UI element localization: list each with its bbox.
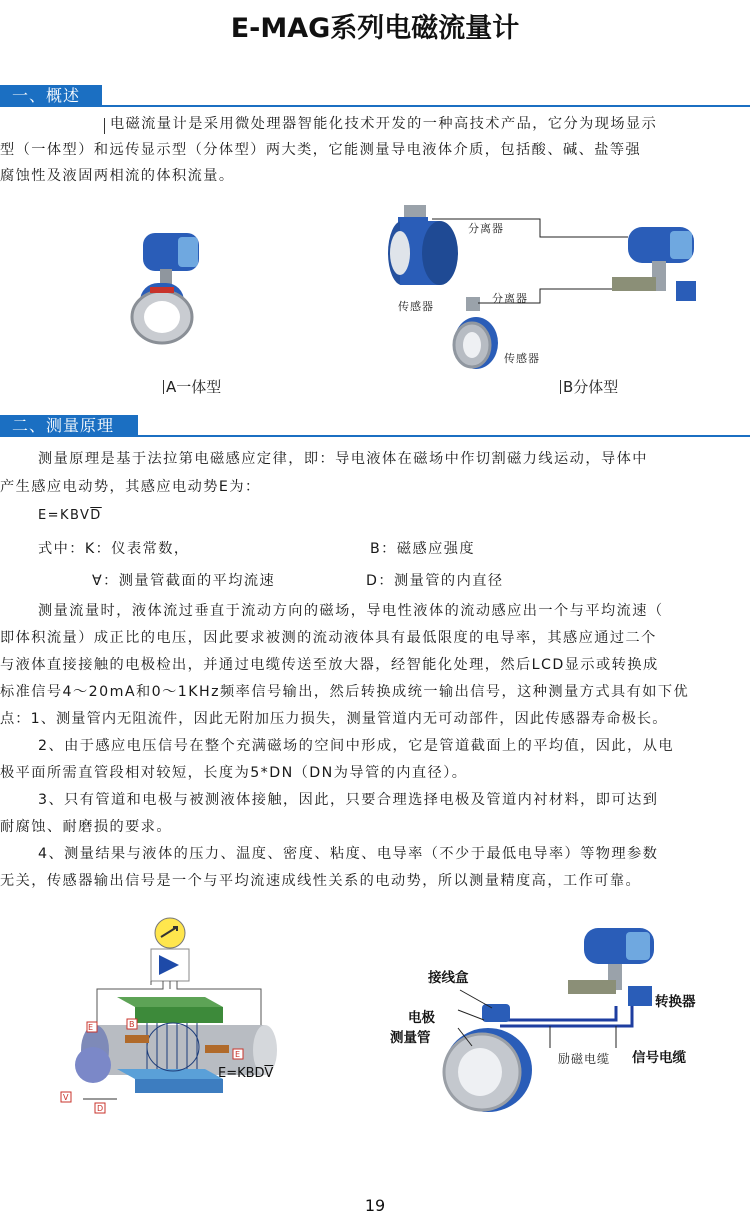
legend-b: B：磁感应强度 bbox=[370, 541, 476, 557]
principle-body-line-5: 点：1、测量管内无阻流件，因此无附加压力损失，测量管道内无可动部件，因此传感器寿命极长。 bbox=[0, 711, 668, 727]
overview-line-1: 电磁流量计是采用微处理器智能化技术开发的一种高技术产品，它分为现场显示 bbox=[110, 116, 658, 132]
section-divider bbox=[0, 105, 750, 107]
section-heading-overview: 一、概述 bbox=[0, 85, 102, 107]
label-sensor-left: 传感器 bbox=[398, 300, 434, 313]
label-electrode: 电极 bbox=[408, 1010, 435, 1026]
marker-e-right: E bbox=[235, 1050, 241, 1059]
principle-formula bbox=[38, 508, 102, 523]
integrated-flowmeter-image bbox=[132, 233, 199, 343]
section-heading-principle: 二、测量原理 bbox=[0, 415, 138, 437]
marker-b: B bbox=[129, 1020, 135, 1029]
formula-prefix: E=KBV bbox=[38, 508, 91, 523]
remote-sensor-large-image bbox=[388, 205, 458, 285]
diagram-formula bbox=[218, 1066, 273, 1081]
overview-line-2: 型（一体型）和远传显示型（分体型）两大类，它能测量导电液体介质，包括酸、碱、盐等强 bbox=[0, 142, 642, 158]
figure-installation-diagram bbox=[420, 920, 720, 1120]
caption-mark-b bbox=[560, 380, 561, 394]
marker-e-left: E bbox=[88, 1023, 94, 1032]
marker-d: D bbox=[97, 1104, 104, 1113]
caption-integrated-type: A一体型 bbox=[166, 378, 222, 396]
caption-remote-type: B分体型 bbox=[563, 378, 619, 396]
label-separator-top: 分离器 bbox=[468, 222, 504, 235]
principle-body-line-8: 3、只有管道和电极与被测液体接触，因此，只要合理选择电极及管道内衬材料，即可达到 bbox=[38, 792, 659, 808]
formula-overlined-term: $\overline{D}$ bbox=[90, 508, 102, 523]
remote-converter-image bbox=[612, 227, 696, 301]
principle-body-line-9: 耐腐蚀、耐磨损的要求。 bbox=[0, 819, 173, 835]
remote-sensor-small-image bbox=[454, 297, 498, 369]
diagram-formula-overlined: $\overline{V}$ bbox=[264, 1066, 274, 1081]
label-sensor-bottom: 传感器 bbox=[504, 352, 540, 365]
figure-device-types bbox=[0, 195, 750, 405]
section-divider bbox=[0, 435, 750, 437]
label-signal-cable: 信号电缆 bbox=[632, 1050, 686, 1066]
legend-v: ∀：测量管截面的平均流速 bbox=[92, 573, 276, 589]
figure-principle-diagram bbox=[55, 915, 315, 1125]
label-separator-mid: 分离器 bbox=[492, 292, 528, 305]
marker-v: V bbox=[63, 1093, 69, 1102]
diagram-formula-prefix: E=KBD bbox=[218, 1066, 265, 1081]
caption-mark-a bbox=[163, 380, 164, 394]
label-excitation-cable: 励磁电缆 bbox=[558, 1052, 611, 1066]
principle-body-line-2: 即体积流量）成正比的电压，因此要求被测的流动液体具有最低限度的电导率，其感应通过二个 bbox=[0, 630, 657, 646]
label-converter: 转换器 bbox=[655, 994, 696, 1010]
legend-d: D：测量管的内直径 bbox=[366, 573, 504, 589]
legend-k: 式中：K：仪表常数， bbox=[38, 541, 190, 557]
page-title: E-MAG系列电磁流量计 bbox=[230, 13, 520, 44]
principle-intro-line-1: 测量原理是基于法拉第电磁感应定律，即：导电液体在磁场中作切割磁力线运动，导体中 bbox=[38, 451, 648, 467]
indicator-bulb-icon bbox=[155, 918, 185, 948]
principle-body-line-10: 4、测量结果与液体的压力、温度、密度、粘度、电导率（不少于最低电导率）等物理参数 bbox=[38, 846, 659, 862]
label-junction-box: 接线盒 bbox=[428, 970, 469, 986]
principle-body-line-4: 标准信号4～20mA和0～1KHz频率信号输出，然后转换成统一输出信号，这种测量方式具有如下优 bbox=[0, 684, 690, 700]
principle-body-line-3: 与液体直接接触的电极检出，并通过电缆传送至放大器，经智能化处理，然后LCD显示或转换成 bbox=[0, 657, 659, 673]
page-number: 19 bbox=[364, 1196, 386, 1215]
text-cursor-mark bbox=[104, 118, 105, 134]
principle-body-line-1: 测量流量时，液体流过垂直于流动方向的磁场，导电性液体的流动感应出一个与平均流速（ bbox=[38, 603, 664, 619]
principle-body-line-11: 无关，传感器输出信号是一个与平均流速成线性关系的电动势，所以测量精度高，工作可靠。 bbox=[0, 873, 642, 889]
principle-intro-line-2: 产生感应电动势，其感应电动势E为： bbox=[0, 479, 261, 495]
label-measuring-tube: 测量管 bbox=[390, 1030, 431, 1046]
principle-body-line-7: 极平面所需直管段相对较短，长度为5*DN（DN为导管的内直径）。 bbox=[0, 765, 468, 781]
principle-body-line-6: 2、由于感应电压信号在整个充满磁场的空间中形成，它是管道截面上的平均值，因此，从电 bbox=[38, 738, 674, 754]
overview-line-3: 腐蚀性及液固两相流的体积流量。 bbox=[0, 168, 235, 184]
